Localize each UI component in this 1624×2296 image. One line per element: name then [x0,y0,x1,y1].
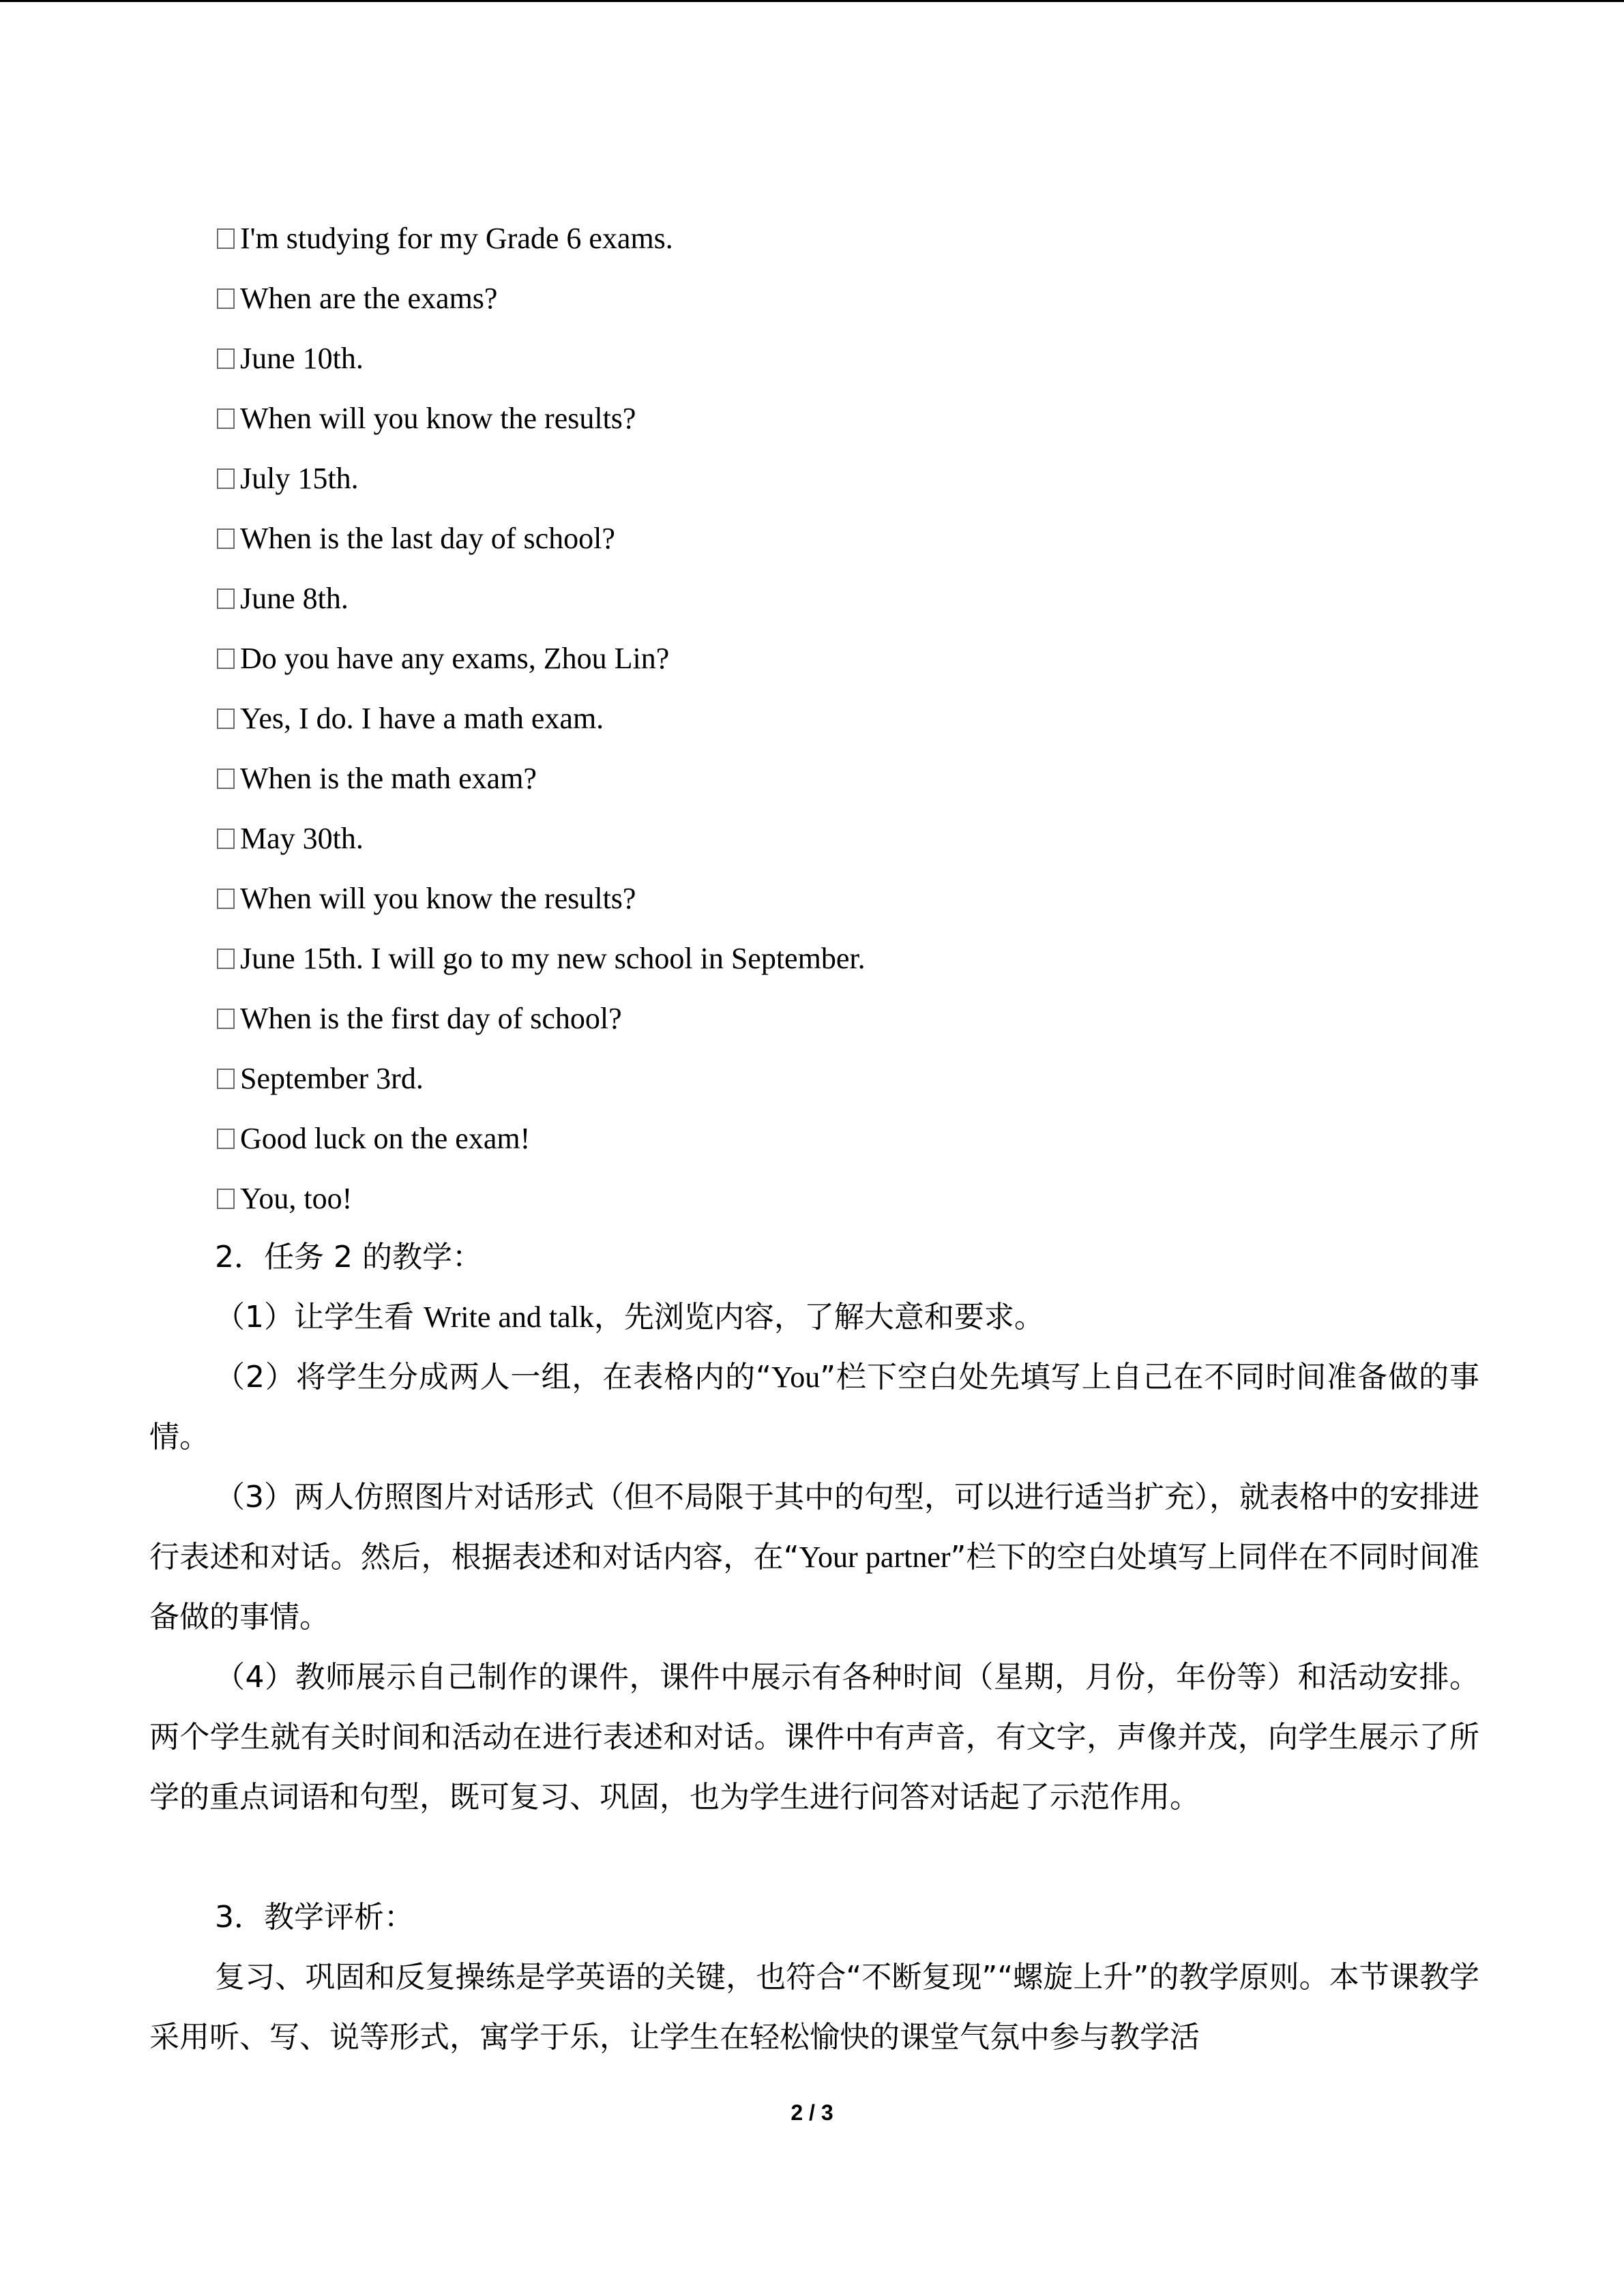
checkbox-glyph-icon [217,1069,235,1089]
checkbox-glyph-icon [217,709,235,729]
dialogue-text: May 30th. [240,822,364,855]
dialogue-line [217,878,636,919]
checkbox-glyph-icon [217,769,235,789]
dialogue-line [217,818,364,859]
checkbox-glyph-icon [217,528,235,549]
dialogue-text: When is the first day of school? [240,1002,622,1035]
dialogue-text: You, too! [240,1182,353,1215]
dialogue-line [217,338,364,379]
dialogue-text: Do you have any exams, Zhou Lin? [240,642,670,675]
dialogue-line [217,578,349,619]
dialogue-text: When will you know the results? [240,882,636,915]
dialogue-line [217,758,537,799]
dialogue-line [217,218,673,259]
checkbox-glyph-icon [217,588,235,609]
dialogue-line [217,398,636,439]
dialogue-line [217,698,604,739]
checkbox-glyph-icon [217,949,235,969]
checkbox-glyph-icon [217,1129,235,1149]
page-number: 2 / 3 [791,2100,833,2125]
dialogue-text: July 15th. [240,462,359,495]
checkbox-glyph-icon [217,228,235,249]
dialogue-line [217,938,866,979]
dialogue-line [217,1118,530,1159]
dialogue-line [217,1058,424,1099]
checkbox-glyph-icon [217,829,235,849]
dialogue-line [217,518,615,559]
dialogue-line [217,1178,352,1219]
checkbox-glyph-icon [217,889,235,909]
dialogue-text: June 8th. [240,582,349,615]
checkbox-glyph-icon [217,348,235,369]
section-2-step-2: （2）将学生分成两人一组，在表格内的“You”栏下空白处先填写上自己在不同时间准备做的事情。 [149,1360,1479,1455]
section-2-step-3: （3）两人仿照图片对话形式（但不局限于其中的句型，可以进行适当扩充），就表格中的安排进行表述和对话。然后，根据表述和对话内容，在“Your partner”栏下的空白处填写上同伴在不同时间准备做的事情。 [149,1480,1479,1635]
checkbox-glyph-icon [217,1009,235,1029]
dialogue-text: When is the last day of school? [240,522,615,555]
dialogue-text: When is the math exam? [240,762,537,795]
dialogue-text: I'm studying for my Grade 6 exams. [240,222,673,255]
checkbox-glyph-icon [217,648,235,669]
section-3-body: 复习、巩固和反复操练是学英语的关键，也符合“不断复现”“螺旋上升”的教学原则。本节课教学采用听、写、说等形式，寓学于乐，让学生在轻松愉快的课堂气氛中参与教学活 [149,1960,1479,2055]
dialogue-text: Yes, I do. I have a math exam. [240,702,604,735]
dialogue-line [217,638,669,679]
dialogue-text: June 10th. [240,342,364,375]
dialogue-text: When are the exams? [240,282,498,315]
checkbox-glyph-icon [217,408,235,429]
section-2-step-4: （4）教师展示自己制作的课件，课件中展示有各种时间（星期，月份，年份等）和活动安排。两个学生就有关时间和活动在进行表述和对话。课件中有声音，有文字，声像并茂，向学生展示了所学的重点词语和句型，既可复习、巩固，也为学生进行问答对话起了示范作用。 [149,1660,1479,1815]
checkbox-glyph-icon [217,1189,235,1209]
section-3-heading: 3．教学评析： [215,1900,414,1935]
dialogue-line [217,998,622,1039]
section-2-step-1: （1）让学生看 Write and talk，先浏览内容，了解大意和要求。 [215,1300,1044,1335]
dialogue-line [217,458,359,499]
checkbox-glyph-icon [217,288,235,309]
dialogue-text: Good luck on the exam! [240,1122,531,1155]
dialogue-text: September 3rd. [240,1062,424,1095]
dialogue-text: June 15th. I will go to my new school in September. [240,942,866,975]
checkbox-glyph-icon [217,468,235,489]
dialogue-line [217,278,497,319]
dialogue-text: When will you know the results? [240,402,636,435]
section-2-heading: 2．任务 2 的教学： [215,1240,482,1274]
